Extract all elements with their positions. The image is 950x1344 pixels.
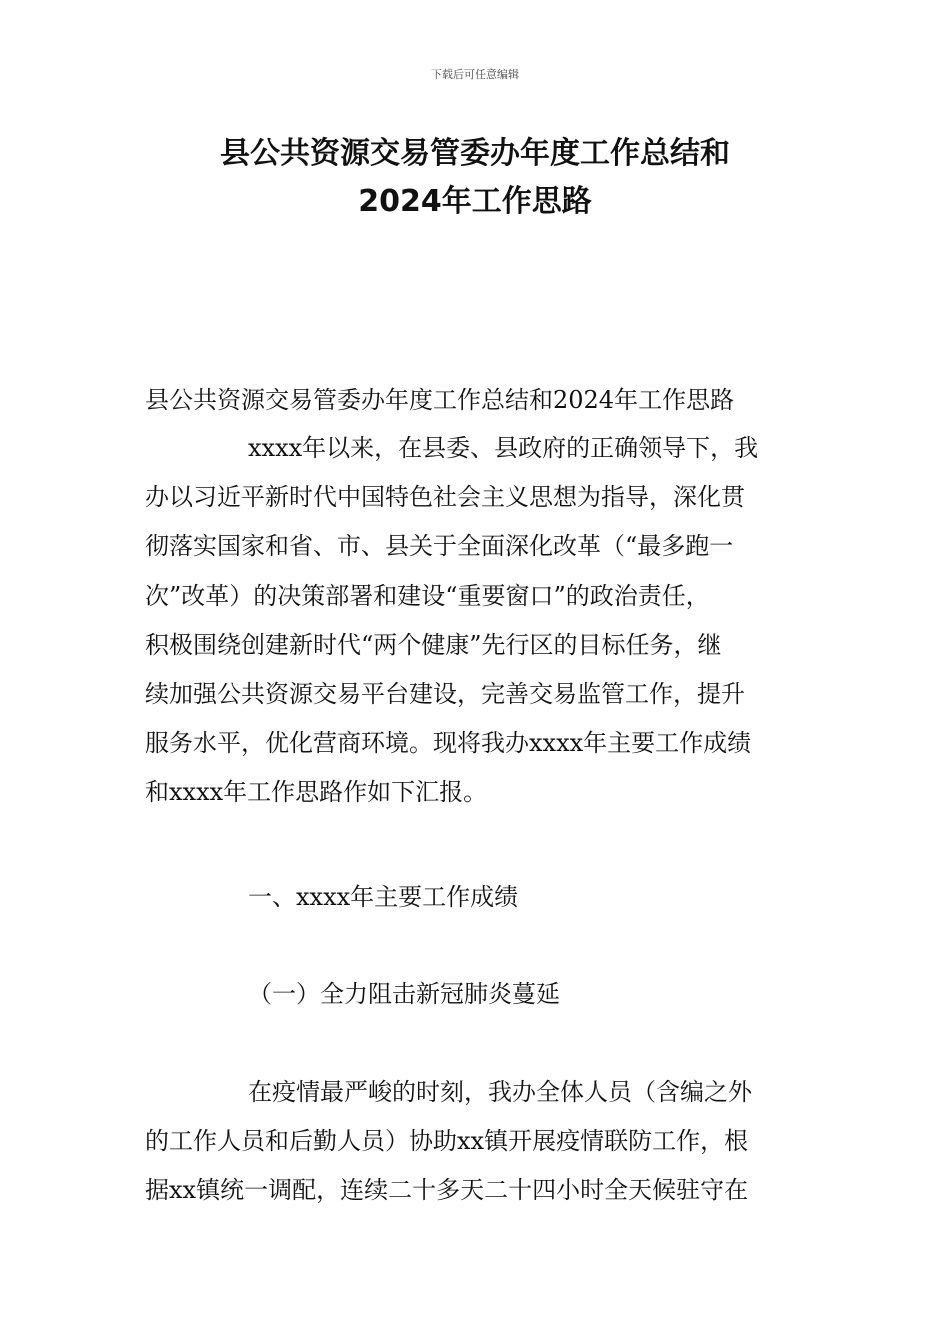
- document-title: [0, 130, 950, 226]
- paragraph-line: 续加强公共资源交易平台建设，完善交易监管工作，提升: [145, 680, 745, 709]
- subsection-heading: [145, 970, 910, 1019]
- paragraph-line: 的工作人员和后勤人员）协助xx镇开展疫情联防工作，根: [145, 1127, 749, 1156]
- paragraph-line: 在疫情最严峻的时刻，我办全体人员（含编之外: [248, 1078, 752, 1106]
- title-line-1: 县公共资源交易管委办年度工作总结和: [220, 136, 730, 171]
- section-heading-text: 一、xxxx年主要工作成绩: [248, 883, 519, 911]
- header-note: 下载后可任意编辑: [431, 68, 519, 81]
- subsection-heading-text: （一）全力阻击新冠肺炎蔓延: [248, 980, 560, 1008]
- paragraph-line: 和xxxx年工作思路作如下汇报。: [145, 778, 488, 807]
- paragraph-line: 服务水平，优化营商环境。现将我办xxxx年主要工作成绩: [145, 729, 752, 758]
- paragraph-intro: [145, 424, 807, 818]
- paragraph-line: xxxx年以来，在县委、县政府的正确领导下，我: [248, 434, 759, 462]
- paragraph-line: 次”改革）的决策部署和建设“重要窗口”的政治责任，: [145, 581, 710, 610]
- paragraph-line: 办以习近平新时代中国特色社会主义思想为指导，深化贯: [145, 483, 745, 512]
- title-line-2: 2024年工作思路: [358, 184, 592, 219]
- paragraph-epidemic: [145, 1068, 807, 1216]
- subtitle-line: [145, 376, 807, 425]
- subtitle-text: 县公共资源交易管委办年度工作总结和2024年工作思路: [145, 386, 735, 414]
- paragraph-line: 彻落实国家和省、市、县关于全面深化改革（“最多跑一: [145, 532, 734, 561]
- section-heading: [145, 873, 910, 922]
- paragraph-line: 积极围绕创建新时代“两个健康”先行区的目标任务，继: [145, 630, 722, 659]
- paragraph-line: 据xx镇统一调配，连续二十多天二十四小时全天候驻守在: [145, 1176, 749, 1205]
